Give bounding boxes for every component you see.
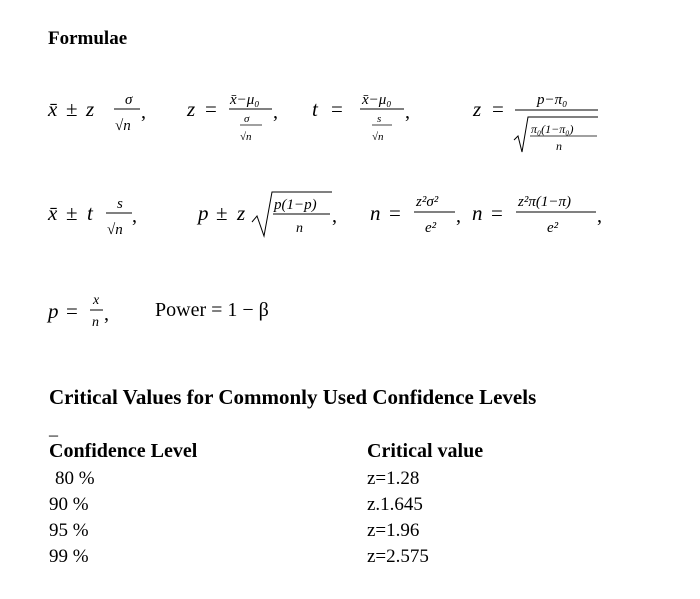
power-formula: Power = 1 − β	[155, 299, 269, 321]
confidence-level-cell: 99 %	[49, 546, 89, 567]
n-symbol: n	[370, 201, 381, 225]
equals-sign: =	[389, 201, 401, 225]
xbar-symbol: x̄	[48, 97, 58, 121]
pi0-term: π₀(1−π₀)	[531, 122, 574, 136]
z-symbol: z	[187, 97, 196, 121]
z-squared-pi-term: z²π(1−π)	[518, 194, 571, 210]
n-denominator: n	[556, 139, 562, 153]
comma: ,	[141, 101, 146, 123]
sqrt-n-denominator: √n	[372, 131, 384, 143]
confidence-level-cell: 95 %	[49, 520, 89, 541]
formula-sample-size-mean	[370, 194, 461, 236]
x-numerator: x	[93, 293, 100, 308]
formula-sample-size-proportion	[472, 194, 602, 236]
z-symbol: z	[473, 97, 482, 121]
n-symbol: n	[472, 201, 483, 225]
comma: ,	[456, 205, 461, 227]
z-symbol: z	[86, 97, 95, 121]
equals-sign: =	[491, 201, 503, 225]
confidence-level-cell: 90 %	[49, 494, 89, 515]
mean-difference-numerator: x̄−μ₀	[362, 92, 392, 108]
p-one-minus-p-numerator: p(1−p)	[274, 197, 317, 213]
critical-value-cell: z=1.96	[367, 520, 420, 541]
plus-minus-symbol: ±	[66, 97, 78, 121]
plus-minus-symbol: ±	[66, 201, 78, 225]
critical-value-cell: z=1.28	[367, 468, 420, 489]
critical-values-title: Critical Values for Commonly Used Confidence Levels	[49, 385, 537, 409]
formula-proportion-z-statistic	[472, 92, 598, 153]
column-header-confidence-level: Confidence Level	[49, 440, 198, 462]
s-numerator: s	[117, 196, 123, 212]
comma: ,	[273, 101, 278, 123]
sigma-symbol: σ	[244, 113, 250, 125]
e-squared: e²	[547, 220, 559, 236]
plus-minus-symbol: ±	[216, 201, 228, 225]
sigma-numerator: σ	[125, 92, 133, 108]
comma: ,	[132, 205, 137, 227]
formula-z-statistic	[186, 92, 278, 143]
formula-proportion-interval	[196, 192, 337, 236]
page-title: Formulae	[48, 28, 128, 49]
formula-confidence-interval-t	[47, 196, 137, 238]
equals-sign: =	[331, 97, 343, 121]
overline-mark: _	[49, 418, 58, 438]
equals-sign: =	[205, 97, 217, 121]
column-header-critical-value: Critical value	[367, 440, 484, 462]
equals-sign: =	[492, 97, 504, 121]
t-symbol: t	[312, 97, 318, 121]
n-denominator: n	[92, 315, 99, 330]
s-symbol: s	[377, 113, 382, 125]
mean-difference-numerator: x̄−μ₀	[230, 92, 260, 108]
critical-value-cell: z.1.645	[367, 494, 423, 515]
formula-confidence-interval-z	[47, 92, 146, 134]
p-symbol: p	[48, 299, 59, 323]
e-squared: e²	[425, 220, 437, 236]
critical-value-cell: z=2.575	[367, 546, 429, 567]
comma: ,	[104, 303, 109, 325]
t-symbol: t	[87, 201, 93, 225]
sqrt-n-denominator: √n	[115, 118, 131, 134]
comma: ,	[405, 101, 410, 123]
formula-t-statistic	[312, 92, 410, 143]
z-squared-sigma-squared: z²σ²	[416, 194, 439, 210]
sqrt-n-denominator: √n	[240, 131, 252, 143]
formula-sample-proportion	[46, 293, 109, 330]
equals-sign: =	[66, 299, 78, 323]
comma: ,	[332, 205, 337, 227]
confidence-level-cell: 80 %	[55, 468, 95, 489]
comma: ,	[597, 205, 602, 227]
sqrt-n-denominator: √n	[107, 222, 123, 238]
p-symbol: p	[198, 201, 209, 225]
proportion-difference-numerator: p−π₀	[537, 92, 568, 108]
xbar-symbol: x̄	[48, 201, 58, 225]
z-symbol: z	[237, 201, 246, 225]
n-denominator: n	[296, 221, 303, 236]
